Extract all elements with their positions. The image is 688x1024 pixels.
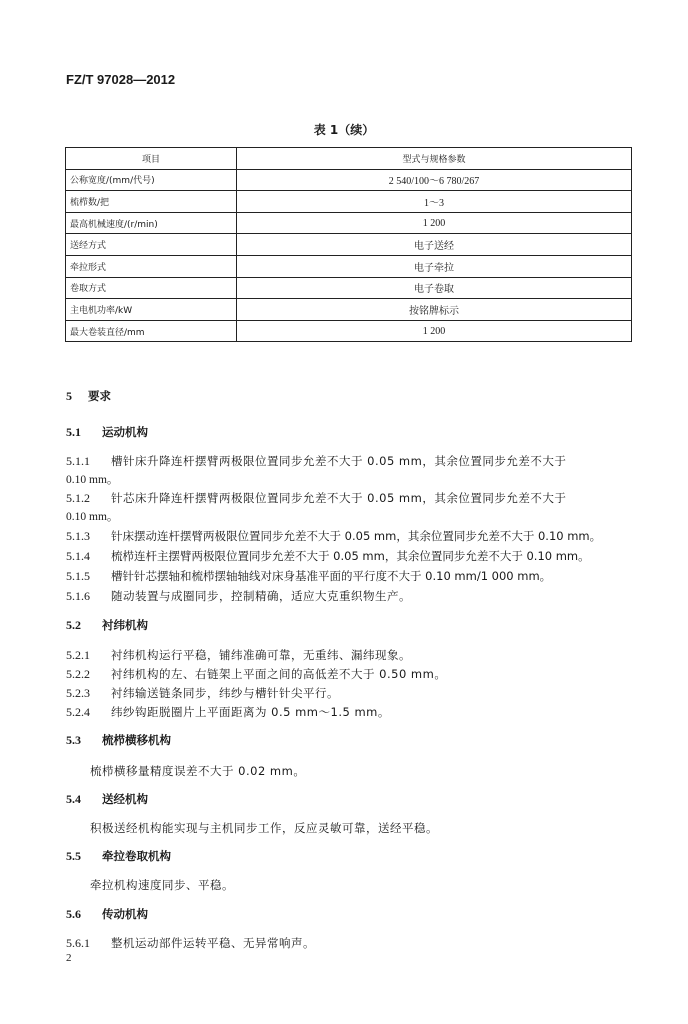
section-number: 5.4 <box>66 792 81 806</box>
clause-5-2-2 <box>66 666 446 682</box>
clause-text: 整机运动部件运转平稳、无异常响声。 <box>111 936 315 950</box>
section-5-3-heading <box>66 732 171 748</box>
table-cell: 梳栉数/把 <box>66 191 237 213</box>
table-row <box>66 212 632 234</box>
table-row <box>66 299 632 321</box>
clause-number: 5.1.1 <box>66 454 90 468</box>
section-5-2-heading <box>66 617 148 633</box>
clause-number: 5.6.1 <box>66 936 90 950</box>
section-number: 5 <box>66 389 72 403</box>
table-cell: 主电机功率/kW <box>66 299 237 321</box>
clause-5-2-1 <box>66 647 411 663</box>
table-cell: 1～3 <box>237 191 632 213</box>
clause-5-2-3 <box>66 685 339 701</box>
table-row <box>66 255 632 277</box>
clause-5-1-3 <box>66 528 601 544</box>
table-cell: 最大卷装直径/mm <box>66 320 237 342</box>
spec-table <box>65 147 632 342</box>
clause-5-6-1 <box>66 935 315 951</box>
clause-number: 5.1.2 <box>66 491 90 505</box>
table-cell: 电子卷取 <box>237 277 632 299</box>
table-header-row <box>66 148 632 170</box>
table-cell: 电子送经 <box>237 234 632 256</box>
section-number: 5.2 <box>66 618 81 632</box>
table-cell: 电子牵拉 <box>237 255 632 277</box>
clause-text: 槽针床升降连杆摆臂两极限位置同步允差不大于 0.05 mm，其余位置同步允差不大于 <box>111 454 567 468</box>
page-number: 2 <box>66 952 72 964</box>
clause-5-1-2-continuation: 0.10 mm。 <box>66 511 119 523</box>
section-number: 5.1 <box>66 425 81 439</box>
clause-5-2-4 <box>66 704 390 720</box>
column-header-spec: 型式与规格参数 <box>237 148 632 170</box>
clause-number: 5.1.4 <box>66 549 90 563</box>
section-5-3-paragraph: 梳栉横移量精度误差不大于 0.02 mm。 <box>90 764 306 778</box>
standard-number: FZ/T 97028—2012 <box>66 72 176 87</box>
table-title: 表 1（续） <box>313 123 375 137</box>
clause-5-1-5 <box>66 568 551 584</box>
table-cell: 卷取方式 <box>66 277 237 299</box>
table-cell: 1 200 <box>237 212 632 234</box>
clause-5-1-1-continuation: 0.10 mm。 <box>66 474 119 486</box>
clause-text: 纬纱钩距脱圈片上平面距离为 0.5 mm～1.5 mm。 <box>111 705 390 719</box>
section-number: 5.6 <box>66 907 81 921</box>
table-row <box>66 169 632 191</box>
section-title: 传动机构 <box>102 907 148 921</box>
section-number: 5.5 <box>66 849 81 863</box>
table-cell: 2 540/100～6 780/267 <box>237 169 632 191</box>
section-5-5-heading <box>66 848 171 864</box>
table-cell: 送经方式 <box>66 234 237 256</box>
section-title: 要求 <box>88 389 111 403</box>
section-5-heading <box>66 388 111 404</box>
section-number: 5.3 <box>66 733 81 747</box>
section-5-5-paragraph: 牵拉机构速度同步、平稳。 <box>90 878 234 892</box>
section-title: 运动机构 <box>102 425 148 439</box>
table-row <box>66 277 632 299</box>
clause-text: 衬纬机构运行平稳，铺纬准确可靠，无重纬、漏纬现象。 <box>111 648 411 662</box>
section-5-4-paragraph: 积极送经机构能实现与主机同步工作，反应灵敏可靠，送经平稳。 <box>90 821 438 835</box>
column-header-item: 项目 <box>66 148 237 170</box>
clause-5-1-6 <box>66 588 411 604</box>
section-title: 梳栉横移机构 <box>102 733 171 747</box>
clause-text: 针床摆动连杆摆臂两极限位置同步允差不大于 0.05 mm，其余位置同步允差不大于 0.10 mm。 <box>111 529 602 543</box>
table-cell: 最高机械速度/(r/min) <box>66 212 237 234</box>
clause-number: 5.1.5 <box>66 569 90 583</box>
table-cell: 按铭牌标示 <box>237 299 632 321</box>
section-5-4-heading <box>66 791 148 807</box>
section-title: 衬纬机构 <box>102 618 148 632</box>
clause-number: 5.1.6 <box>66 589 90 603</box>
clause-text: 衬纬输送链条同步，纬纱与槽针针尖平行。 <box>111 686 339 700</box>
clause-5-1-4 <box>66 548 590 564</box>
section-title: 牵拉卷取机构 <box>102 849 171 863</box>
table-row <box>66 320 632 342</box>
clause-text: 衬纬机构的左、右链架上平面之间的高低差不大于 0.50 mm。 <box>111 667 447 681</box>
clause-number: 5.2.4 <box>66 705 90 719</box>
section-title: 送经机构 <box>102 792 148 806</box>
clause-text: 梳栉连杆主摆臂两极限位置同步允差不大于 0.05 mm，其余位置同步允差不大于 0.10 mm。 <box>111 549 590 563</box>
clause-number: 5.2.2 <box>66 667 90 681</box>
table-row <box>66 191 632 213</box>
table-cell: 牵拉形式 <box>66 255 237 277</box>
clause-text: 槽针针芯摆轴和梳栉摆轴轴线对床身基准平面的平行度不大于 0.10 mm/1 000 mm。 <box>111 569 552 583</box>
clause-text: 针芯床升降连杆摆臂两极限位置同步允差不大于 0.05 mm，其余位置同步允差不大于 <box>111 491 567 505</box>
table-cell: 1 200 <box>237 320 632 342</box>
clause-number: 5.2.1 <box>66 648 90 662</box>
clause-text: 随动装置与成圈同步，控制精确，适应大克重织物生产。 <box>111 589 411 603</box>
clause-number: 5.1.3 <box>66 529 90 543</box>
clause-number: 5.2.3 <box>66 686 90 700</box>
clause-5-1-1 <box>66 453 566 469</box>
table-row <box>66 234 632 256</box>
section-5-6-heading <box>66 906 148 922</box>
section-5-1-heading <box>66 424 148 440</box>
table-cell: 公称宽度/(mm/代号) <box>66 169 237 191</box>
clause-5-1-2 <box>66 490 566 506</box>
